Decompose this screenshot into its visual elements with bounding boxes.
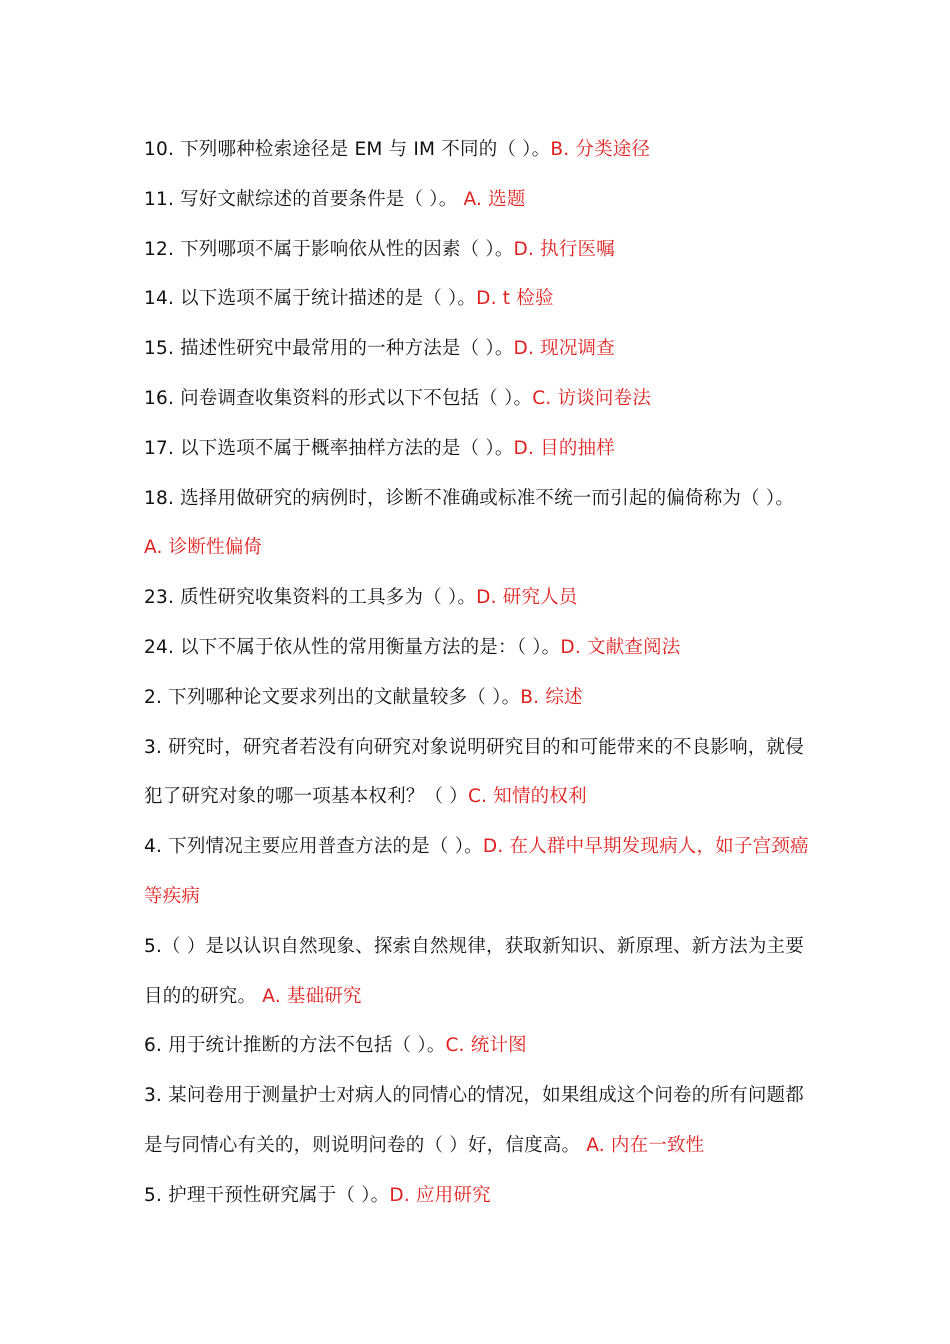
question-item [144,225,814,275]
question-text: 3. 研究时，研究者若没有向研究对象说明研究目的和可能带来的不良影响，就侵犯了研究对象的哪一项基本权利？（ ） [144,736,804,808]
question-item [144,1171,814,1221]
answer-text: D. 执行医嘱 [513,238,615,260]
question-text: 10. 下列哪种检索途径是 EM 与 IM 不同的（ ）。 [144,139,551,160]
answer-text: C. 知情的权利 [467,786,587,808]
answer-text: C. 访谈问卷法 [532,387,652,409]
question-text: 17. 以下选项不属于概率抽样方法的是（ ）。 [144,437,514,459]
answer-text: D. t 检验 [476,288,554,310]
question-item [144,274,814,324]
answer-text: D. 目的抽样 [513,437,615,459]
answer-text: A. 诊断性偏倚 [144,537,263,559]
question-text: 2. 下列哪种论文要求列出的文献量较多（ ）。 [144,686,521,708]
question-text: 23. 质性研究收集资料的工具多为（ ）。 [144,587,477,609]
question-text: 14. 以下选项不属于统计描述的是（ ）。 [144,288,477,310]
question-text: 5.（ ）是以认识自然现象、探索自然规律，获取新知识、新原理、新方法为主要目的的研究。 [144,935,804,1007]
answer-text: D. 在人群中早期发现病人，如子宫颈癌等疾病 [144,836,809,907]
question-text: 4. 下列情况主要应用普查方法的是（ ）。 [144,836,483,858]
answer-text: D. 应用研究 [389,1184,491,1206]
question-text: 18. 选择用做研究的病例时，诊断不准确或标准不统一而引起的偏倚称为（ ）。 [144,487,795,509]
answer-text: D. 文献查阅法 [560,636,681,658]
question-item [144,1071,814,1171]
answer-text: A. 选题 [463,188,526,210]
answer-text: C. 统计图 [445,1035,527,1057]
answer-text: B. 综述 [520,686,583,708]
answer-text: D. 现况调查 [513,338,615,360]
question-item [144,324,814,374]
question-text: 24. 以下不属于依从性的常用衡量方法的是：（ ）。 [144,636,561,658]
question-item [144,125,814,175]
question-item [144,374,814,424]
question-item [144,623,814,673]
question-item [144,175,814,225]
question-item [144,922,814,1022]
question-text: 16. 问卷调查收集资料的形式以下不包括（ ）。 [144,387,533,409]
answer-text: D. 研究人员 [476,587,578,609]
question-item [144,424,814,474]
question-text: 6. 用于统计推断的方法不包括（ ）。 [144,1035,446,1057]
answer-text: A. 基础研究 [262,985,362,1007]
answer-text: B. 分类途径 [550,139,651,160]
answer-text: A. 内在一致性 [586,1134,705,1156]
question-text: 15. 描述性研究中最常用的一种方法是（ ）。 [144,338,514,360]
question-text: 12. 下列哪项不属于影响依从性的因素（ ）。 [144,238,514,260]
question-list [144,125,814,1221]
question-item [144,474,814,574]
question-item [144,573,814,623]
question-item [144,822,814,922]
question-text: 5. 护理干预性研究属于（ ）。 [144,1184,390,1206]
question-item [144,673,814,723]
question-text: 3. 某问卷用于测量护士对病人的同情心的情况，如果组成这个问卷的所有问题都是与同情心有关的，则说明问卷的（ ）好，信度高。 [144,1085,804,1156]
question-item [144,1021,814,1071]
question-text: 11. 写好文献综述的首要条件是（ ）。 [144,188,458,210]
question-item [144,723,814,823]
